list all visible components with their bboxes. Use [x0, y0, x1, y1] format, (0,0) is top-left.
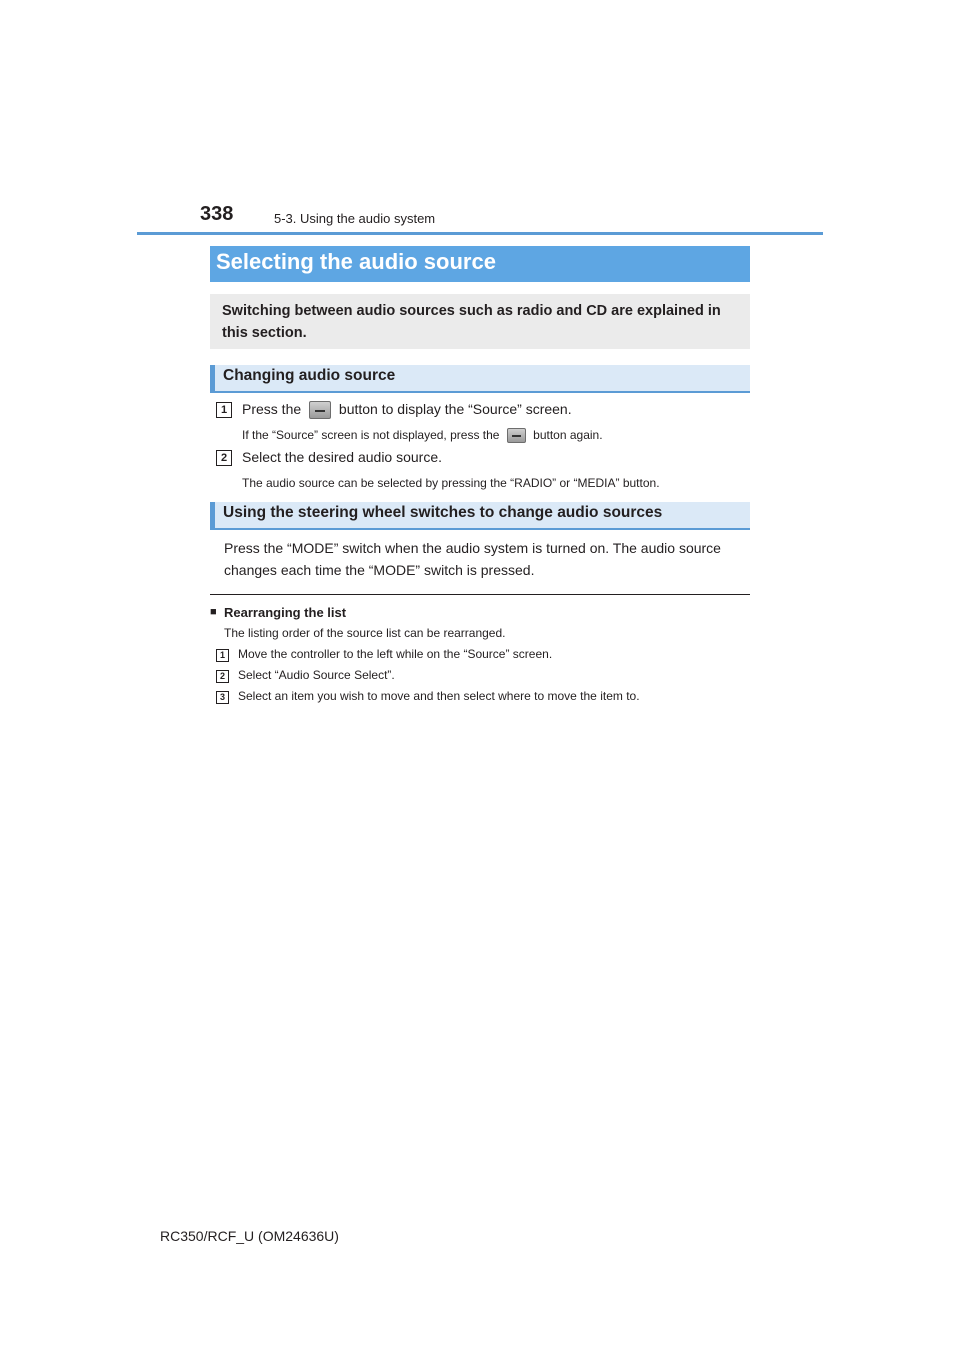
step-2-note: The audio source can be selected by pressing the “RADIO” or “MEDIA” button. [242, 476, 660, 490]
steering-body-line1: Press the “MODE” switch when the audio system is turned on. The audio source [224, 540, 721, 556]
section-path: 5-3. Using the audio system [274, 211, 436, 226]
rearrange-step-2-badge: 2 [216, 670, 229, 683]
rearrange-step-3-text: Select an item you wish to move and then select where to move the item to. [238, 689, 640, 703]
step-1-text-before: Press the [242, 401, 302, 417]
footer-model-code: RC350/RCF_U (OM24636U) [160, 1228, 339, 1244]
steering-heading: Using the steering wheel switches to change audio sources [223, 504, 663, 521]
section-divider [210, 594, 750, 595]
changing-heading: Changing audio source [223, 367, 396, 384]
step-2-badge: 2 [216, 450, 232, 466]
title-band [210, 246, 750, 282]
menu-button-icon [309, 401, 331, 419]
page-title: Selecting the audio source [216, 249, 496, 274]
steering-body-line2: changes each time the “MODE” switch is pressed. [224, 562, 535, 578]
step-1-badge: 1 [216, 402, 232, 418]
rearrange-step-1-badge: 1 [216, 649, 229, 662]
steering-body [224, 537, 750, 581]
intro-text: Switching between audio sources such as radio and CD are explained in this section. [222, 303, 721, 341]
rearrange-step-3-badge: 3 [216, 691, 229, 704]
step-1-text [242, 401, 572, 419]
step-1-note-before: If the “Source” screen is not displayed, press the [242, 428, 500, 442]
rearranging-title: Rearranging the list [224, 605, 347, 620]
rearrange-step-1-text: Move the controller to the left while on the “Source” screen. [238, 647, 553, 661]
menu-button-icon-small [507, 428, 526, 443]
rearranging-desc: The listing order of the source list can be rearranged. [224, 626, 506, 640]
step-1-text-after: button to display the “Source” screen. [338, 401, 572, 417]
step-2-text: Select the desired audio source. [242, 449, 443, 465]
rearrange-step-2-text: Select “Audio Source Select”. [238, 668, 395, 682]
step-1-note [242, 428, 603, 443]
bullet-square: ■ [210, 606, 217, 618]
steering-heading-band [210, 502, 750, 530]
step-1-note-after: button again. [533, 428, 603, 442]
intro-box [210, 294, 750, 349]
page-number: 338 [200, 203, 234, 225]
changing-heading-band [210, 365, 750, 393]
header-rule [137, 232, 823, 235]
